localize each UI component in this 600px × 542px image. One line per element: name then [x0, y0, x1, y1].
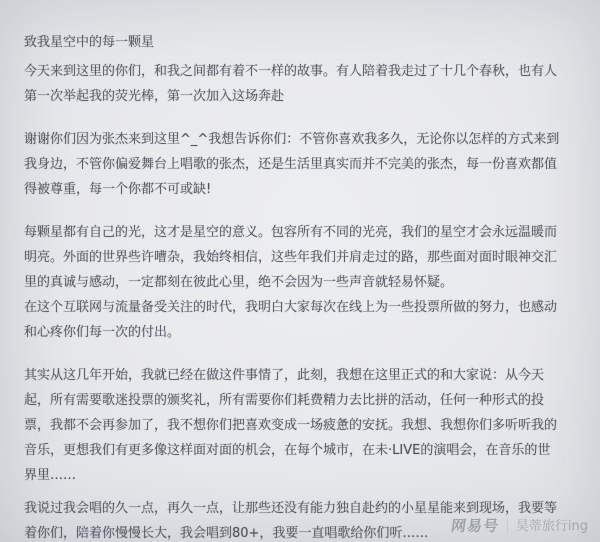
paragraph — [24, 59, 572, 109]
watermark-divider: | — [505, 518, 510, 534]
text-line: 界里…… — [24, 468, 77, 483]
text-line: 起，所有需要歌迷投票的颁奖礼，所有需要你们耗费精力去比拼的活动，任何一种形式的投 — [24, 393, 545, 408]
text-line: 谢谢你们因为张杰来到这里^_^我想告诉你们：不管你喜欢我多久，无论你以怎样的方式来到 — [24, 132, 560, 147]
paragraph — [24, 127, 572, 202]
letter-body — [24, 59, 572, 542]
paragraph — [24, 295, 572, 345]
text-line: 音乐，更想我们有更多像这样面对面的机会，在每个城市，在未·LIVE的演唱会，在音乐的世 — [24, 443, 551, 458]
watermark-account-name: 昊蒂旅行ing — [515, 519, 588, 534]
text-line: 明亮。外面的世界些许嘈杂，我始终相信，这些年我们并肩走过的路，那些面对面时眼神交汇 — [24, 250, 558, 265]
text-line: 在这个互联网与流量备受关注的时代，我明白大家每次在线上为一些投票所做的努力，也感动 — [24, 300, 558, 315]
netease-hao-logo: 网易号 — [449, 517, 501, 535]
text-line: 票，我都不会再参加了，我不想你们把喜欢变成一场疲惫的安抚。我想、我想你们多听听我的 — [24, 418, 558, 433]
text-line: 和心疼你们每一次的付出。 — [24, 325, 181, 340]
text-line: 每颗星都有自己的光，这才是星空的意义。包容所有不同的光亮，我们的星空才会永远温暖而 — [24, 225, 558, 240]
letter-title: 致我星空中的每一颗星 — [24, 35, 155, 50]
text-line: 其实从这几年开始，我就已经在做这件事情了，此刻，我想在这里正式的和大家说：从今天 — [24, 368, 545, 383]
text-line: 第一次举起我的荧光棒，第一次加入这场奔赴 — [24, 89, 285, 104]
text-line: 我身边，不管你偏爱舞台上唱歌的张杰，还是生活里真实而并不完美的张杰，每一份喜欢都值 — [24, 157, 558, 172]
paragraph — [24, 220, 572, 295]
text-line: 着你们，陪着你慢慢长大，我会唱到80+，我要一直唱歌给你们听…… — [24, 526, 429, 541]
text-line: 得被尊重，每一个你都不可或缺! — [24, 182, 212, 197]
paragraph — [24, 363, 572, 488]
text-line: 我说过我会唱的久一点，再久一点，让那些还没有能力独自赴约的小星星能来到现场，我要等 — [24, 501, 558, 516]
text-line: 今天来到这里的你们，和我之间都有着不一样的故事。有人陪着我走过了十几个春秋，也有人 — [24, 64, 558, 79]
watermark — [451, 514, 588, 539]
text-line: 里的真诚与感动，一定都刻在彼此心里，绝不会因为一些声音就轻易怀疑。 — [24, 275, 454, 290]
